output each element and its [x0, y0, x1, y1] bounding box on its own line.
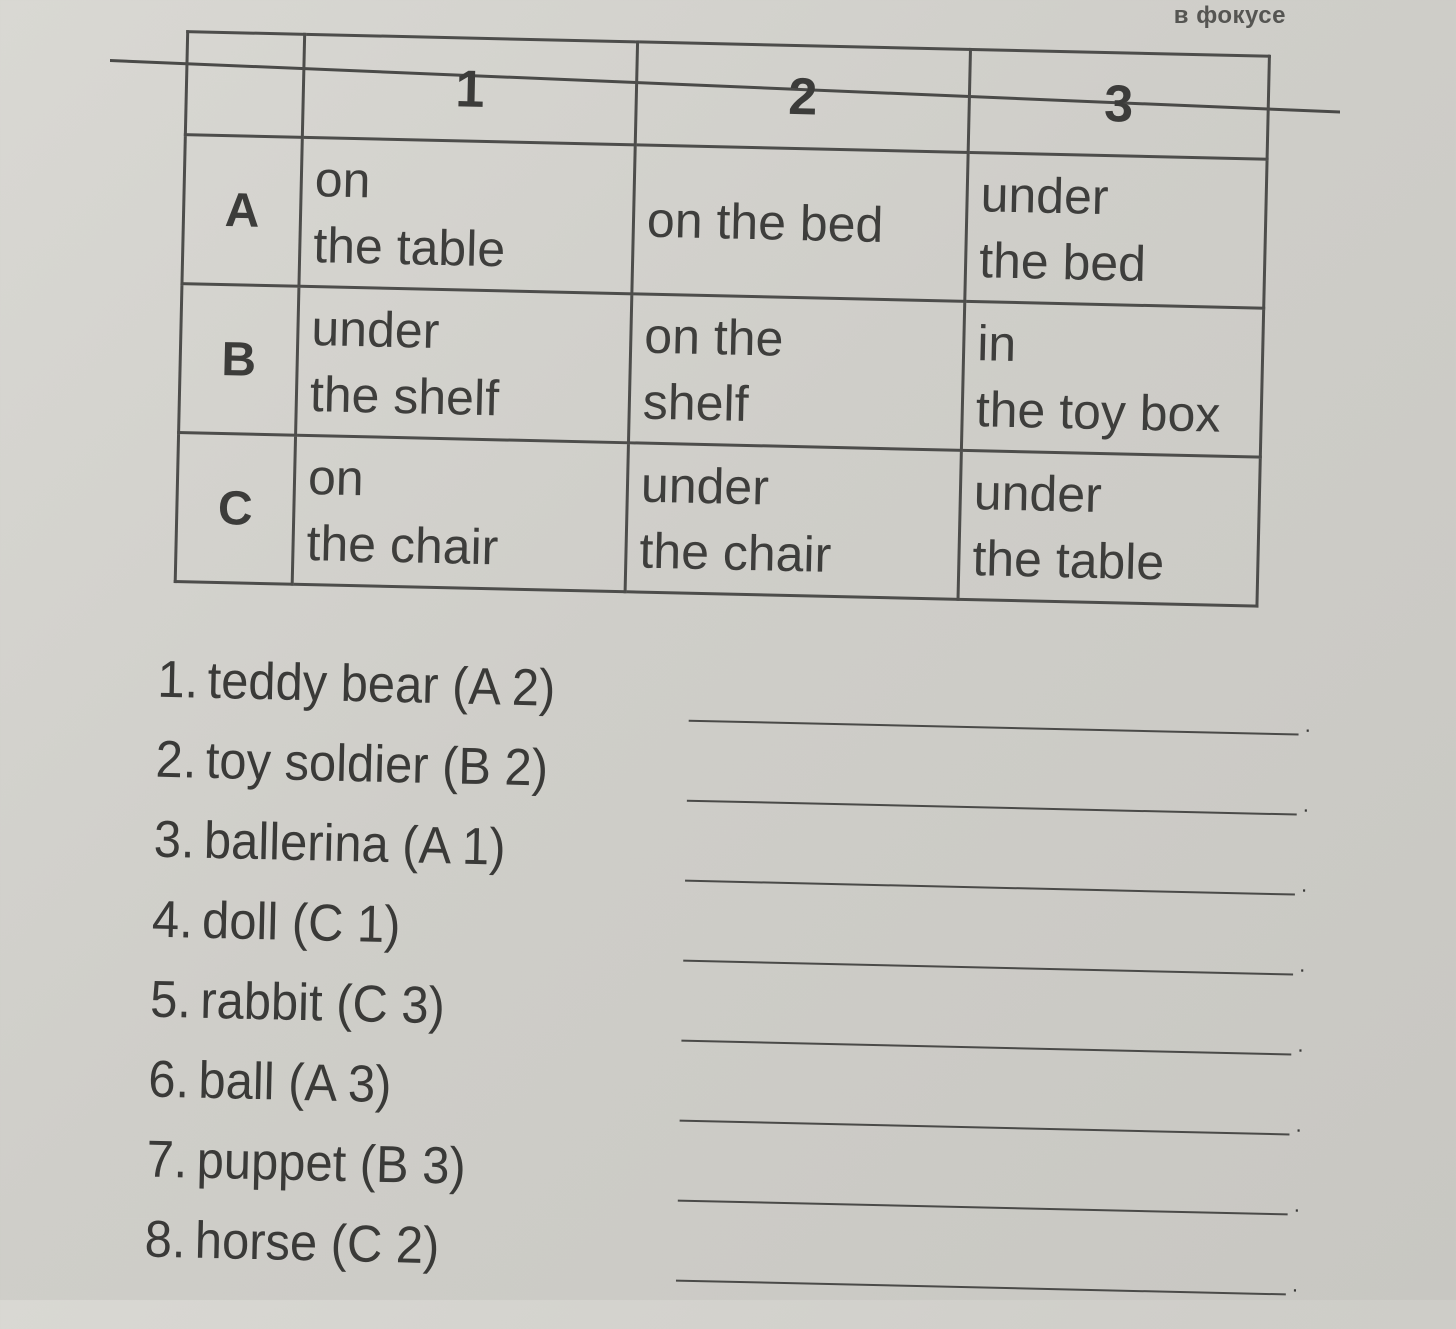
answer-period: .: [1302, 791, 1310, 817]
column-header-2: 2: [635, 42, 970, 153]
row-header-b: B: [179, 284, 299, 436]
cell-text: under: [640, 456, 770, 516]
cell-text: in: [976, 315, 1017, 373]
column-header-1: 1: [302, 34, 637, 145]
item-number: 2.: [155, 730, 198, 790]
cell-text: shelf: [642, 373, 750, 432]
cell-text: the bed: [978, 232, 1147, 292]
row-header-a: A: [182, 135, 302, 287]
cell-c1: [292, 435, 628, 592]
cell-text: on the: [643, 307, 785, 367]
cell-b3: [961, 301, 1263, 457]
item-label: [153, 810, 506, 878]
grid-row-c: [175, 433, 1260, 607]
item-label: [150, 970, 446, 1037]
cell-a3: [965, 152, 1267, 308]
cell-text: the table: [312, 217, 506, 278]
item-number: 3.: [153, 810, 196, 870]
answer-period: .: [1291, 1271, 1299, 1297]
item-label: [151, 890, 401, 956]
item-text: rabbit (C 3): [199, 971, 446, 1036]
cell-c3: [958, 450, 1260, 606]
answer-blank[interactable]: [676, 1280, 1286, 1296]
cell-b2: [628, 294, 964, 451]
item-text: ballerina (A 1): [203, 811, 507, 877]
answer-period: .: [1293, 1191, 1301, 1217]
cell-text: on the bed: [646, 191, 884, 253]
item-text: toy soldier (B 2): [205, 731, 549, 798]
item-text: horse (C 2): [194, 1211, 441, 1276]
answer-period: .: [1304, 711, 1312, 737]
cell-text: on: [307, 449, 365, 507]
cell-text: the chair: [305, 515, 499, 576]
answer-period: .: [1295, 1111, 1303, 1137]
cell-text: the table: [971, 530, 1165, 591]
brand-tag: в фокусе: [1173, 2, 1286, 29]
item-number: 6.: [147, 1050, 190, 1110]
item-text: ball (A 3): [197, 1051, 393, 1115]
cell-text: under: [973, 464, 1103, 524]
answer-period: .: [1299, 951, 1306, 977]
column-header-3: 3: [968, 49, 1269, 159]
item-text: puppet (B 3): [196, 1131, 467, 1196]
item-text: doll (C 1): [201, 891, 402, 955]
item-number: 8.: [144, 1210, 187, 1270]
item-number: 7.: [145, 1130, 189, 1190]
answer-period: .: [1297, 1031, 1304, 1057]
item-label: [157, 650, 556, 719]
item-label: [144, 1210, 440, 1277]
cell-c2: [625, 443, 961, 600]
item-label: [155, 730, 549, 799]
row-header-c: C: [175, 433, 295, 585]
cell-a2: [632, 145, 968, 302]
answer-period: .: [1300, 871, 1308, 897]
cell-text: the chair: [638, 522, 832, 583]
item-label: [148, 1050, 392, 1115]
item-text: teddy bear (A 2): [206, 651, 557, 718]
grid-corner-cell: [185, 32, 304, 138]
item-number: 4.: [151, 890, 194, 950]
cell-a1: [299, 137, 635, 294]
cell-text: the shelf: [309, 366, 500, 427]
cell-text: on: [314, 151, 372, 209]
grid-row-b: [179, 284, 1264, 458]
item-label: [146, 1130, 466, 1197]
location-grid: [174, 30, 1271, 607]
cell-text: under: [310, 300, 440, 359]
item-number: 1.: [156, 650, 199, 710]
cell-text: under: [980, 166, 1110, 226]
item-number: 5.: [149, 970, 192, 1030]
cell-b1: [296, 286, 632, 443]
cell-text: the toy box: [975, 381, 1222, 443]
exercise-list: [144, 640, 1338, 1307]
grid-row-a: [182, 135, 1267, 309]
